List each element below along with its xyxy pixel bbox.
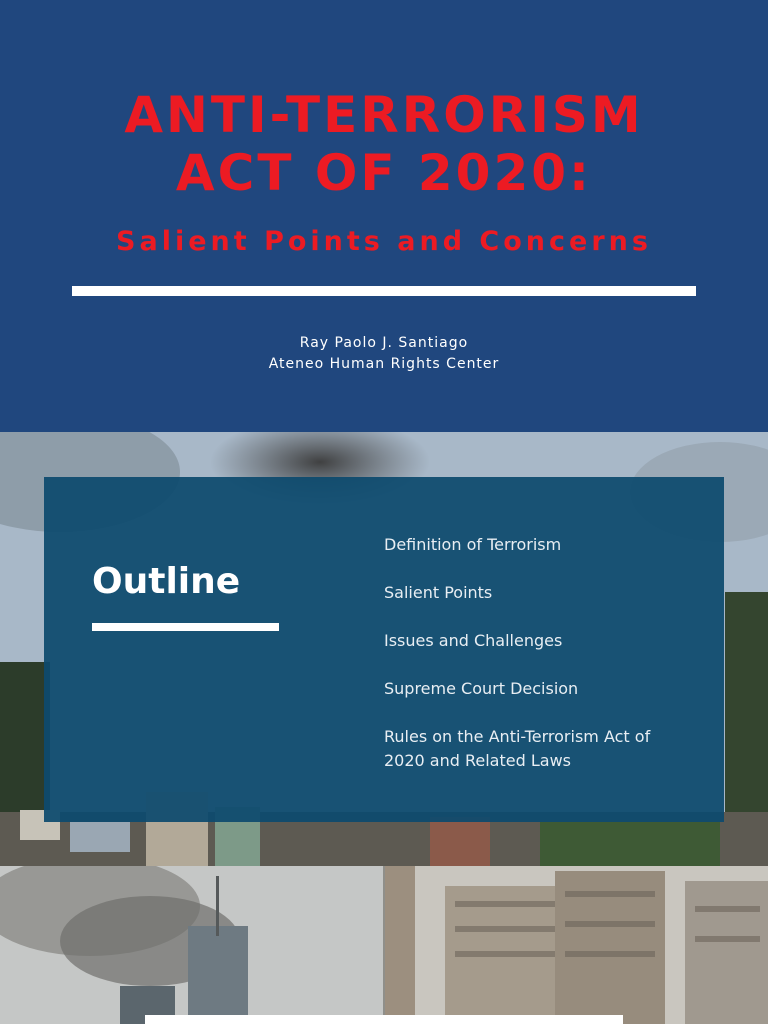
outline-heading: Outline [92, 561, 241, 602]
outline-slide [0, 432, 768, 866]
title-divider [72, 286, 696, 296]
damaged-buildings-photo [385, 866, 768, 1024]
author-block [0, 333, 768, 375]
outline-item: Issues and Challenges [384, 631, 563, 650]
photo-slide [0, 866, 768, 1024]
outline-underline [92, 623, 279, 631]
outline-list [384, 533, 684, 797]
slide-title [0, 86, 768, 202]
author-name: Ray Paolo J. Santiago [299, 335, 469, 351]
tower-smoke-photo [0, 866, 383, 1024]
title-line-2: ACT OF 2020: [175, 144, 593, 202]
caption-box [145, 1015, 623, 1024]
outline-item: Definition of Terrorism [384, 535, 562, 554]
slide-subtitle: Salient Points and Concerns [116, 226, 652, 257]
title-line-1: ANTI-TERRORISM [124, 86, 644, 144]
title-slide [0, 0, 768, 432]
outline-item: Rules on the Anti-Terrorism Act of 2020 and Related Laws [384, 727, 651, 770]
outline-item: Salient Points [384, 583, 493, 602]
author-affiliation: Ateneo Human Rights Center [268, 356, 500, 372]
outline-item: Supreme Court Decision [384, 679, 579, 698]
outline-panel [44, 477, 724, 822]
